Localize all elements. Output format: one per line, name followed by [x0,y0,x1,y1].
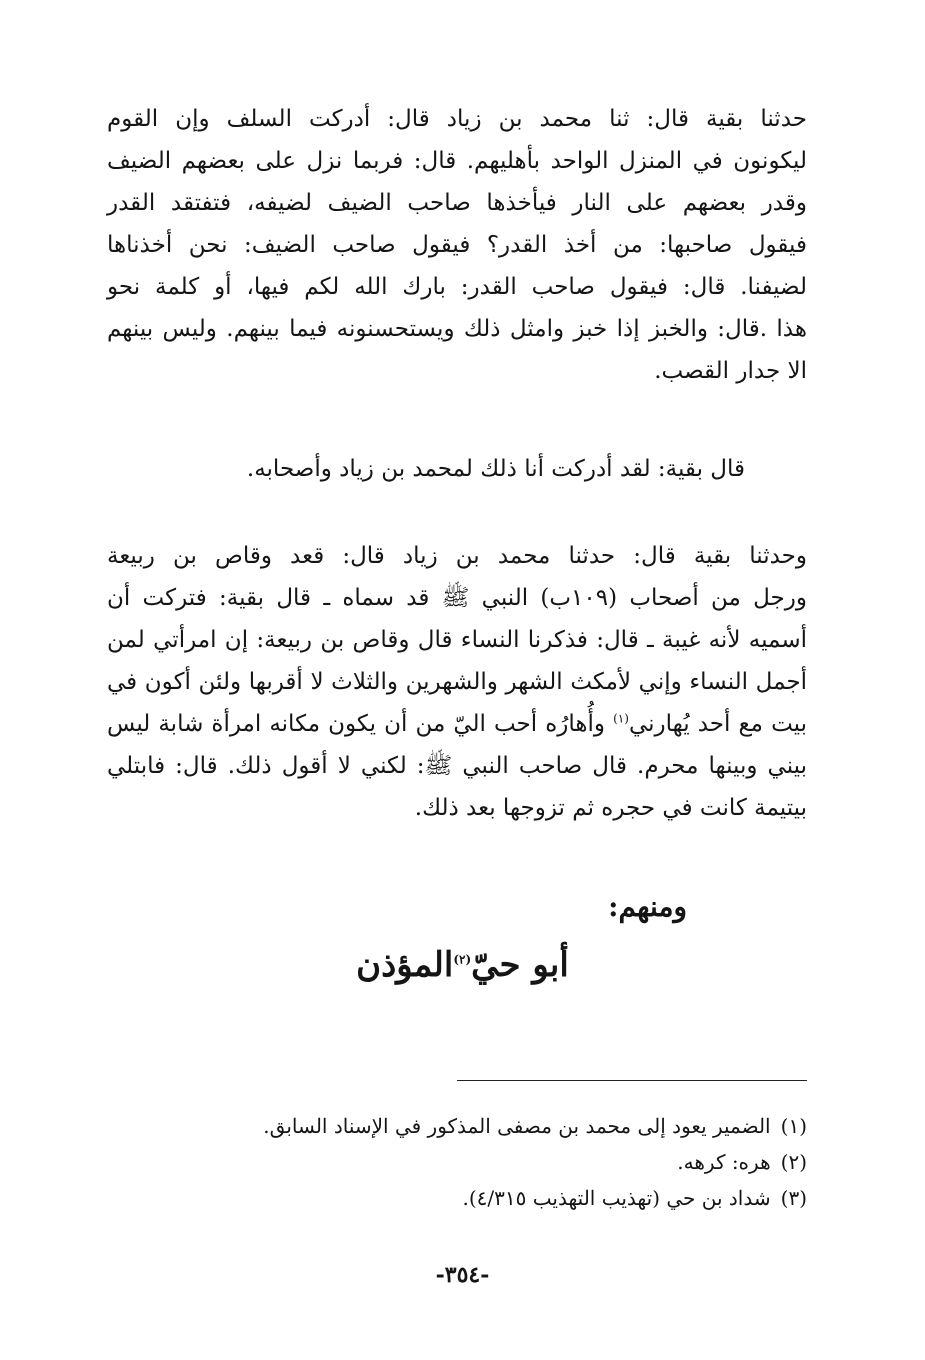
paragraph-3 [107,535,807,829]
footnote-number: (٣) [780,1186,807,1210]
footnote-item [263,1108,807,1144]
entry-heading [0,945,925,985]
paragraph-1-line: الا جدار القصب. [654,358,807,384]
paragraph-1-line: هذا .قال: والخبز إذا خبز وامثل ذلك ويستحسنونه فيما بينهم. وليس بينهم [107,316,807,342]
footnote-divider [457,1080,807,1081]
heading-name-part2: المؤذن [356,945,454,985]
paragraph-3-line: بيني وبينها محرم. قال صاحب النبي ﷺ: لكني لا أقول ذلك. قال: فابتلي [107,753,807,779]
footnote-text: هره: كرهه. [677,1150,771,1174]
paragraph-1-line: لضيفنا. قال: فيقول صاحب القدر: بارك الله لكم فيها، أو كلمة نحو [107,274,807,300]
paragraph-1-line: فيقول صاحبها: من أخذ القدر؟ فيقول صاحب الضيف: نحن أخذناها [107,232,807,258]
footnote-item [263,1144,807,1180]
paragraph-1-line: وقدر بعضهم على النار فيأخذها صاحب الضيف لضيفه، فتفتقد القدر [107,190,807,216]
paragraph-3-line [107,703,807,745]
paragraph-1-line: حدثنا بقية قال: ثنا محمد بن زياد قال: أدركت السلف وإن القوم [107,106,807,132]
page-number: -٣٥٤- [435,1262,490,1288]
paragraph-3-line: أسميه لأنه غيبة ـ قال: فذكرنا النساء قال وقاص بن ربيعة: إن امرأتي لمن [107,627,807,653]
footnote-marker: (١) [613,711,629,726]
footnote-number: (٢) [780,1150,807,1174]
heading-name-part1: أبو حيّ [471,945,569,985]
footnote-text: شداد بن حي (تهذيب التهذيب ٤/٣١٥). [462,1186,771,1210]
footnote-item [263,1180,807,1216]
paragraph-2: قال بقية: لقد أدركت أنا ذلك لمحمد بن زياد وأصحابه. [246,456,745,482]
footnote-text: الضمير يعود إلى محمد بن مصفى المذكور في الإسناد السابق. [263,1114,771,1138]
paragraph-3-line: ورجل من أصحاب (١٠٩ب) النبي ﷺ قد سماه ـ قال بقية: فتركت أن [107,585,807,611]
paragraph-1 [107,98,807,392]
paragraph-1-line: ليكونون في المنزل الواحد بأهليهم. قال: فربما نزل على بعضهم الضيف [107,148,807,174]
paragraph-3-line: أجمل النساء وإني لأمكث الشهر والشهرين والثلاث لا أقربها ولئن أكون في [107,669,807,695]
paragraph-3-line: وحدثنا بقية قال: حدثنا محمد بن زياد قال: قعد وقاص بن ربيعة [107,543,807,569]
footnotes-list [263,1108,807,1216]
paragraph-3-line-start: بيت مع أحد يُهارني [628,711,807,737]
section-label: ومنهم: [608,890,687,923]
paragraph-3-line: بيتيمة كانت في حجره ثم تزوجها بعد ذلك. [414,795,807,821]
paragraph-3-line-rest: وأُهارُه أحب اليّ من أن يكون مكانه امرأة شابة ليس [107,711,606,737]
heading-footnote-marker: (٢) [453,952,472,967]
footnote-number: (١) [780,1114,807,1138]
